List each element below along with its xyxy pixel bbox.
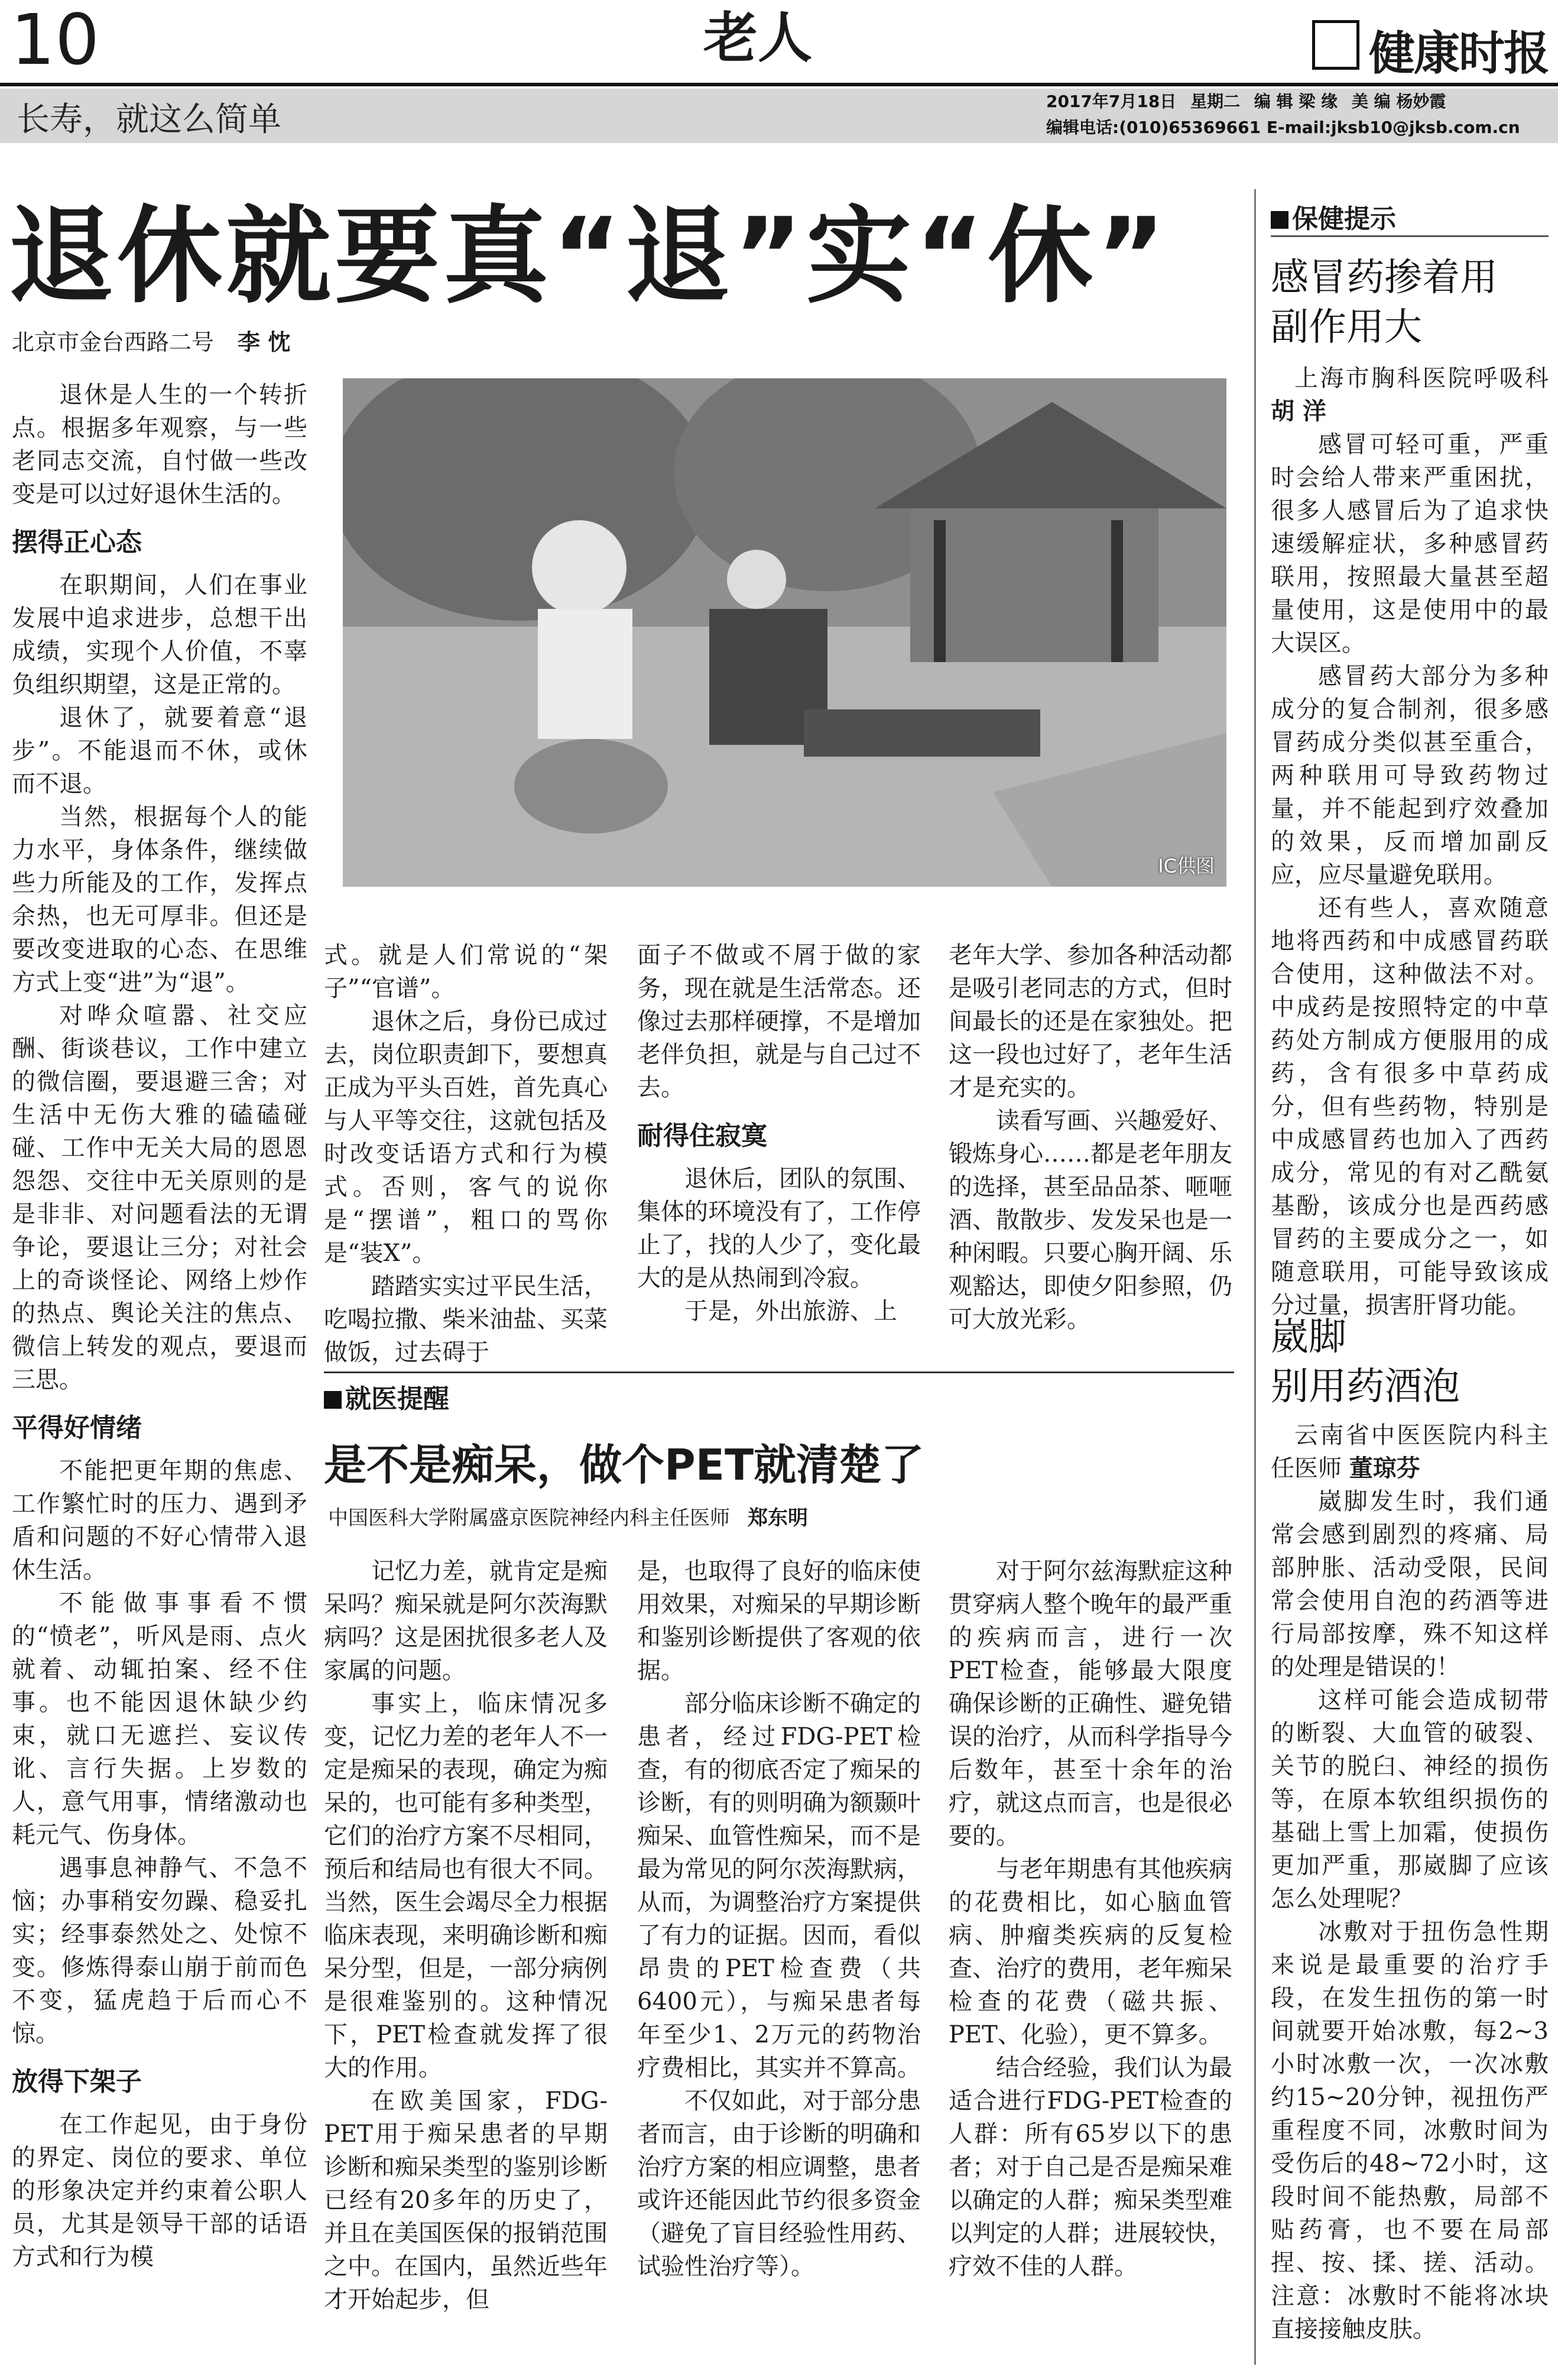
sidebar-article2-body (1271, 1419, 1549, 2346)
paragraph: 退休了，就要着意“退步”。不能退而不休，或休而不退。 (12, 704, 307, 797)
main-article-column-1 (12, 378, 307, 2274)
contact-line: 编辑电话:(010)65369661 E-mail:jksb10@jksb.com.cn (1046, 118, 1520, 137)
editor: 编 辑 梁 缘 (1254, 92, 1338, 111)
paragraph: 记忆力差，就肯定是痴呆吗？痴呆就是阿尔茨海默病吗？这是困扰很多老人及家属的问题。 (324, 1558, 608, 1684)
paragraph: 读看写画、兴趣爱好、锻炼身心……都是老年朋友的选择，甚至品品茶、咂咂酒、散散步、发发呆也是一种闲暇。只要心胸开阔、乐观豁达，即使夕阳参照，仍可大放光彩。 (949, 1107, 1232, 1333)
byline-author: 李 忱 (238, 329, 291, 355)
paragraph: 部分临床诊断不确定的患者，经过FDG-PET检查，有的彻底否定了痴呆的诊断，有的则明确为额颞叶痴呆、血管性痴呆，而不是最为常见的阿尔茨海默病，从而，为调整治疗方案提供了有力的证据。因而，看似昂贵的PET检查费（共6400元），与痴呆患者每年至少1、2万元的药物治疗费相比，其实并不算高。 (637, 1690, 921, 2081)
pet-byline-author: 郑东明 (748, 1506, 808, 1530)
section-subheading: 耐得住寂寞 (637, 1121, 767, 1151)
sidebar-article2-byline: 云南省中医医院内科主任医师 董琼芬 (1271, 1422, 1549, 1482)
paragraph: 感冒可轻可重，严重时会给人带来严重困扰，很多人感冒后为了追求快速缓解症状，多种感冒药联用，按照最大量甚至超量使用，这是使用中的最大误区。 (1271, 431, 1549, 657)
art-editor: 美 编 杨妙霞 (1351, 92, 1446, 111)
section-name: 老人 (703, 7, 813, 70)
paragraph: 当然，根据每个人的能力水平，身体条件，继续做些力所能及的工作，发挥点余热，也无可厚非。但还是要改变进取的心态、在思维方式上变“进”为“退”。 (12, 803, 307, 996)
pet-article-column-2 (637, 1555, 921, 2283)
logo-text: 健康时报 (1369, 27, 1549, 80)
paragraph: 不仅如此，对于部分患者而言，由于诊断的明确和治疗方案的相应调整，患者或许还能因此节约很多资金（避免了盲目经验性用药、试验性治疗等）。 (637, 2087, 921, 2280)
sidebar-article1-title: 感冒药掺着用 副作用大 (1271, 256, 1498, 349)
paragraph: 在欧美国家，FDG-PET用于痴呆患者的早期诊断和痴呆类型的鉴别诊断已经有20多年的历史了，并且在美国医保的报销范围之中。在国内，虽然近些年才开始起步，但 (324, 2087, 608, 2313)
slogan: 长寿，就这么简单 (17, 100, 281, 139)
paragraph: 退休是人生的一个转折点。根据多年观察，与一些老同志交流，自忖做一些改变是可以过好退休生活的。 (12, 381, 307, 508)
issue-weekday: 星期二 (1190, 92, 1241, 111)
paragraph: 冰敷对于扭伤急性期来说是最重要的治疗手段，在发生扭伤的第一时间就要开始冰敷，每2~3小时冰敷一次，一次冰敷约15~20分钟，视扭伤严重程度不同，冰敷时间为受伤后的48~72小时，这段时间不能热敷，局部不贴药膏，也不要在局部捏、按、揉、搓、活动。注意：冰敷时不能将冰块直接接触皮肤。 (1271, 1918, 1549, 2343)
paragraph: 还有些人，喜欢随意地将西药和中成感冒药联合使用，这种做法不对。中成药是按照特定的中草药处方制成方便服用的成药，含有很多中草药成分，但有些药物，特别是中成感冒药也加入了西药成分，常见的有对乙酰氨基酚，该成分也是西药感冒药的主要成分之一，如随意联用，可能导致该成分过量，损害肝肾功能。 (1271, 894, 1549, 1319)
paragraph: 遇事息神静气、不急不恼；办事稍安勿躁、稳妥扎实；经事泰然处之、处惊不变。修炼得泰山崩于前而色不变，猛虎趋于后而心不惊。 (12, 1854, 307, 2047)
paragraph: 式。就是人们常说的“架子”“官谱”。 (324, 942, 608, 1002)
pet-section-tag: 就医提醒 (324, 1377, 449, 1415)
sidebar-divider (1254, 189, 1256, 2365)
paragraph: 不能把更年期的焦虑、工作繁忙时的压力、遇到矛盾和问题的不好心情带入退休生活。 (12, 1457, 307, 1584)
paragraph: 这样可能会造成韧带的断裂、大血管的破裂、关节的脱臼、神经的损伤等，在原本软组织损伤的基础上雪上加霜，使损伤更加严重，那崴脚了应该怎么处理呢？ (1271, 1687, 1549, 1912)
section-subheading: 放得下架子 (12, 2067, 142, 2097)
pet-headline: 是不是痴呆，做个PET就清楚了 (324, 1440, 924, 1490)
paragraph: 崴脚发生时，我们通常会感到剧烈的疼痛、局部肿胀、活动受限，民间常会使用自泡的药酒等进行局部按摩，殊不知这样的处理是错误的！ (1271, 1488, 1549, 1681)
sidebar-article1-body (1271, 362, 1549, 1322)
pet-byline (328, 1502, 808, 1531)
paragraph: 结合经验，我们认为最适合进行FDG-PET检查的人群：所有65岁以下的患者；对于自己是否是痴呆难以确定的人群；痴呆类型难以判定的人群；进展较快，疗效不佳的人群。 (949, 2054, 1232, 2280)
paragraph: 踏踏实实过平民生活，吃喝拉撒、柴米油盐、买菜做饭，过去碍于 (324, 1273, 608, 1366)
section-divider (324, 1371, 1234, 1373)
paragraph: 于是，外出旅游、上 (684, 1298, 897, 1325)
paragraph: 与老年期患有其他疾病的花费相比，如心脑血管病、肿瘤类疾病的反复检查、治疗的费用，老年痴呆检查的花费（磁共振、PET、化验），更不算多。 (949, 1856, 1232, 2048)
sidebar-section-tag: 保健提示 (1271, 197, 1396, 235)
square-bullet-icon (1271, 211, 1288, 229)
pet-byline-affiliation: 中国医科大学附属盛京医院神经内科主任医师 (328, 1506, 730, 1530)
main-article-column-4 (949, 939, 1232, 1336)
main-article-column-2 (324, 939, 608, 1369)
photo-credit: IC供图 (1158, 855, 1215, 877)
masthead-rule (0, 83, 1558, 86)
page-number: 10 (11, 0, 100, 80)
paragraph: 是，也取得了良好的临床使用效果，对痴呆的早期诊断和鉴别诊断提供了客观的依据。 (637, 1558, 921, 1684)
edition-meta (1046, 89, 1520, 141)
pet-article-column-1 (324, 1555, 608, 2316)
main-byline (12, 324, 290, 356)
section-subheading: 平得好情绪 (12, 1413, 142, 1443)
paragraph: 事实上，临床情况多变，记忆力差的老年人不一定是痴呆的表现，确定为痴呆的，也可能有多种类型，它们的治疗方案不尽相同，预后和结局也有很大不同。当然，医生会竭尽全力根据临床表现，来明确诊断和痴呆分型，但是，一部分病例是很难鉴别的。这种情况下，PET检查就发挥了很大的作用。 (324, 1690, 608, 2081)
paragraph: 不能做事事看不惯的“愤老”，听风是雨、点火就着、动辄拍案、经不住事。也不能因退休缺少约束，就口无遮拦、妄议传讹、言行失据。上岁数的人，意气用事，情绪激动也耗元气、伤身体。 (12, 1590, 307, 1849)
elderly-couple-photo (343, 378, 1226, 887)
paragraph: 退休之后，身份已成过去，岗位职责卸下，要想真正成为平头百姓，首先真心与人平等交往，这就包括及时改变话语方式和行为模式。否则，客气的说你是“摆谱”，粗口的骂你是“装X”。 (324, 1008, 608, 1267)
sidebar-tag-rule (1271, 235, 1549, 237)
byline-place: 北京市金台西路二号 (12, 329, 215, 355)
pet-article-column-3 (949, 1555, 1232, 2283)
main-headline: 退休就要真“退”实“休” (8, 195, 1169, 317)
paragraph: 感冒药大部分为多种成分的复合制剂，很多感冒药成分类似甚至重合，两种联用可导致药物过量，并不能起到疗效叠加的效果，反而增加副反应，应尽量避免联用。 (1271, 663, 1549, 889)
section-subheading: 摆得正心态 (12, 527, 142, 557)
sidebar-article1-byline: 上海市胸科医院呼吸科 胡 洋 (1271, 365, 1549, 425)
main-article-column-3 (637, 939, 921, 1328)
issue-date: 2017年7月18日 (1046, 92, 1177, 111)
logo-mark-icon (1312, 20, 1359, 70)
newspaper-logo (1312, 13, 1549, 78)
article-photo (343, 378, 1226, 887)
square-bullet-icon (324, 1391, 342, 1409)
paragraph: 对哗众喧嚣、社交应酬、街谈巷议，工作中建立的微信圈，要退避三舍；对生活中无伤大雅的磕磕碰碰、工作中无关大局的恩恩怨怨、交往中无关原则的是是非非、对问题看法的无谓争论，要退让三分；对社会上的奇谈怪论、网络上炒作的热点、舆论关注的焦点、微信上转发的观点，要退而三思。 (12, 1002, 307, 1393)
paragraph: 对于阿尔兹海默症这种贯穿病人整个晚年的最严重的疾病而言，进行一次PET检查，能够最大限度确保诊断的正确性、避免错误的治疗，从而科学指导今后数年，甚至十余年的治疗，就这点而言，也是很必要的。 (949, 1558, 1232, 1850)
paragraph: 老年大学、参加各种活动都是吸引老同志的方式，但时间最长的还是在家独处。把这一段也过好了，老年生活才是充实的。 (949, 942, 1232, 1101)
paragraph: 在工作起见，由于身份的界定、岗位的要求、单位的形象决定并约束着公职人员，尤其是领导干部的话语方式和行为模 (12, 2111, 307, 2271)
paragraph: 在职期间，人们在事业发展中追求进步，总想干出成绩，实现个人价值，不辜负组织期望，这是正常的。 (12, 572, 307, 698)
sidebar-article2-title: 崴脚 别用药酒泡 (1271, 1315, 1460, 1409)
paragraph: 面子不做或不屑于做的家务，现在就是生活常态。还像过去那样硬撑，不是增加老伴负担，就是与自己过不去。 (637, 942, 921, 1101)
paragraph: 退休后，团队的氛围、集体的环境没有了，工作停止了，找的人少了，变化最大的是从热闹到冷寂。 (637, 1165, 921, 1292)
